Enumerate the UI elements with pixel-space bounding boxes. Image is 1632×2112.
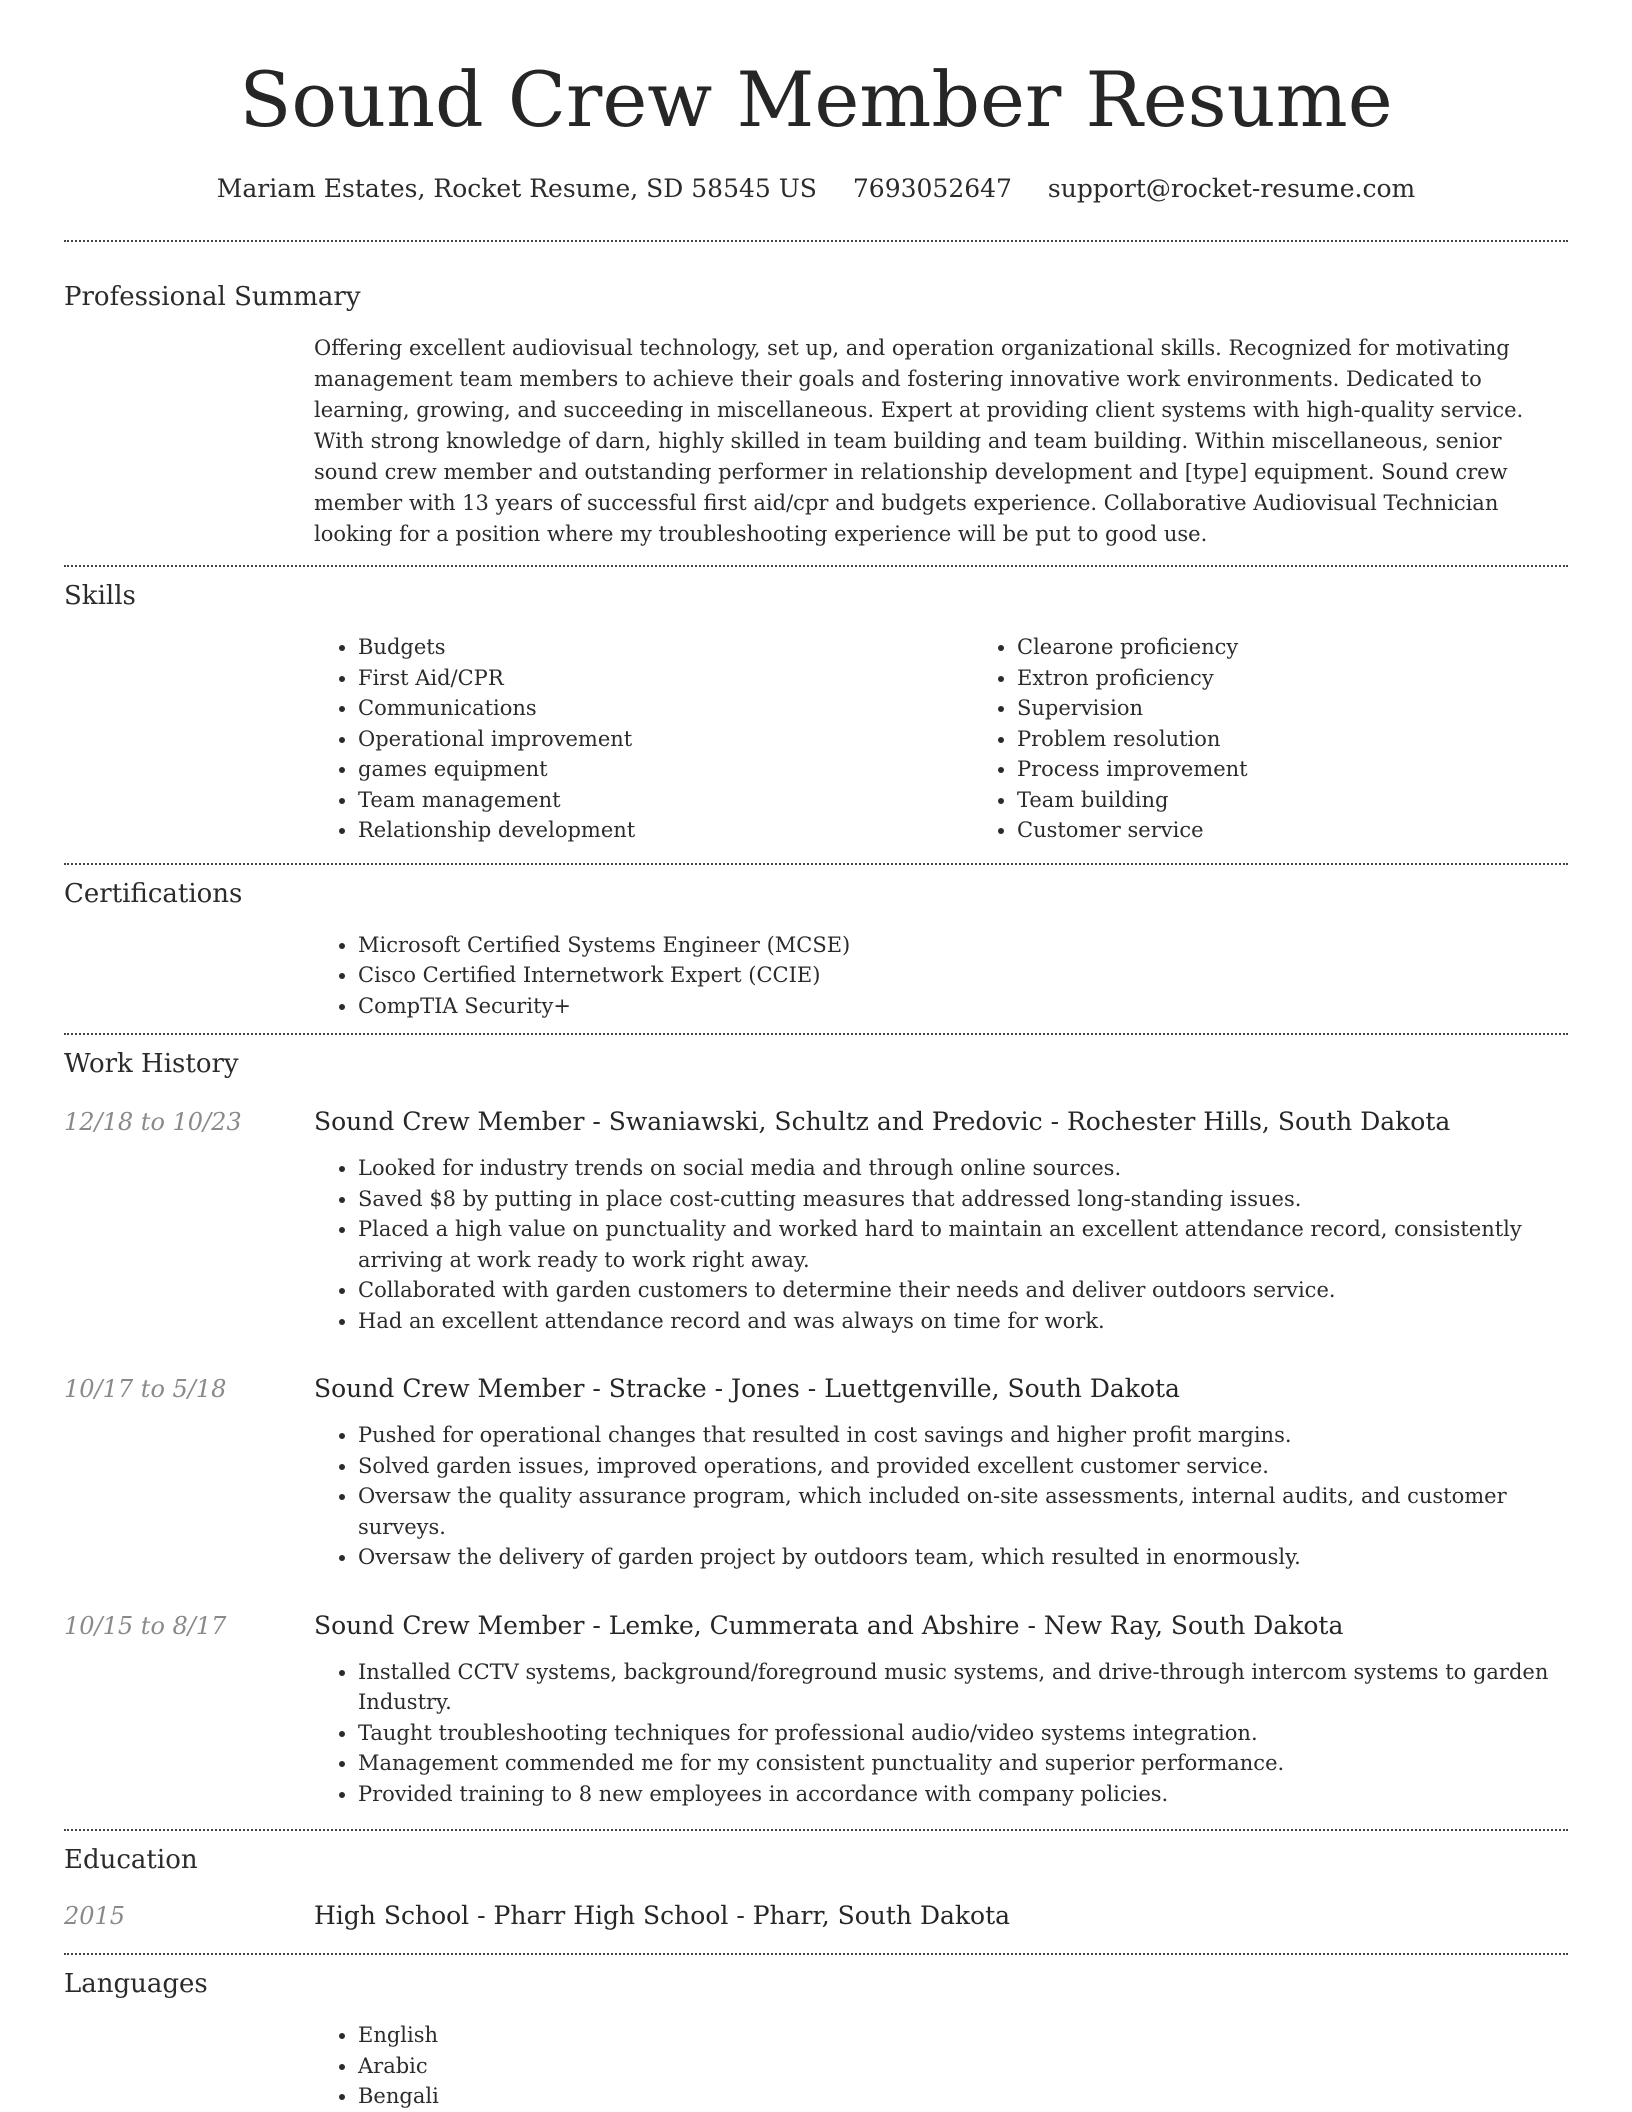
education-entry	[64, 1899, 1568, 1933]
job-bullet: • Oversaw the quality assurance program, which included on-site assessments, internal audits, and customer surveys.	[358, 1481, 1568, 1542]
language-item: • Bengali	[358, 2081, 1568, 2112]
certification-item: • Microsoft Certified Systems Engineer (MCSE)	[358, 930, 1568, 961]
divider	[64, 1033, 1568, 1035]
resume-title: Sound Crew Member Resume	[239, 55, 1393, 144]
divider	[64, 1829, 1568, 1831]
job-bullet: • Management commended me for my consistent punctuality and superior performance.	[358, 1748, 1568, 1779]
contact-phone: 7693052647	[852, 174, 1012, 203]
job-bullet: • Looked for industry trends on social media and through online sources.	[358, 1153, 1568, 1184]
certifications-section	[64, 877, 1568, 1022]
language-item: • Arabic	[358, 2051, 1568, 2082]
work-history-section	[64, 1047, 1568, 1809]
skill-item: • Problem resolution	[1017, 724, 1632, 755]
job-bullet: • Had an excellent attendance record and was always on time for work.	[358, 1306, 1568, 1337]
section-title-education: Education	[64, 1845, 198, 1875]
certification-item: • Cisco Certified Internetwork Expert (CCIE)	[358, 960, 1568, 991]
skills-section	[64, 579, 1568, 846]
education-section	[64, 1843, 1568, 1933]
summary-section	[64, 280, 1568, 550]
certification-item: • CompTIA Security+	[358, 991, 1568, 1022]
divider	[64, 1953, 1568, 1955]
section-title-languages: Languages	[64, 1969, 208, 1999]
skill-item: • Communications	[358, 693, 973, 724]
contact-email[interactable]: support@rocket-resume.com	[1047, 174, 1416, 203]
job-bullet: • Oversaw the delivery of garden project by outdoors team, which resulted in enormously.	[358, 1542, 1568, 1573]
skill-item: • Customer service	[1017, 815, 1632, 846]
skill-item: • Relationship development	[358, 815, 973, 846]
job-entry	[64, 1372, 1568, 1573]
divider	[64, 863, 1568, 865]
job-date: 10/15 to 8/17	[64, 1611, 227, 1640]
job-date: 10/17 to 5/18	[64, 1375, 227, 1403]
languages-list	[314, 2020, 1568, 2112]
section-title-work-history: Work History	[64, 1049, 239, 1079]
job-bullet: • Saved $8 by putting in place cost-cutting measures that addressed long-standing issues.	[358, 1184, 1568, 1215]
job-entry	[64, 1105, 1568, 1336]
job-header	[64, 1372, 1568, 1406]
job-header	[64, 1609, 1568, 1643]
job-title: Sound Crew Member - Stracke - Jones - Luettgenville, South Dakota	[314, 1374, 1180, 1403]
section-title-skills: Skills	[64, 581, 136, 611]
divider	[64, 240, 1568, 242]
job-bullets	[314, 1153, 1568, 1336]
job-bullet: • Collaborated with garden customers to determine their needs and deliver outdoors service.	[358, 1275, 1568, 1306]
skill-item: • Process improvement	[1017, 754, 1632, 785]
section-title-summary: Professional Summary	[64, 282, 361, 312]
skill-item: • First Aid/CPR	[358, 663, 973, 694]
job-bullets	[314, 1420, 1568, 1573]
contact-address: Mariam Estates, Rocket Resume, SD 58545 US	[216, 174, 817, 203]
skill-item: • Clearone proficiency	[1017, 632, 1632, 663]
education-date: 2015	[64, 1902, 126, 1930]
skill-item: • Team building	[1017, 785, 1632, 816]
section-title-certifications: Certifications	[64, 878, 243, 909]
summary-text: Offering excellent audiovisual technology, set up, and operation organizational skills. Recognized for motivating management team members to achieve their goals and fostering innovative work environments. Dedicated to learning, growing, and succeeding in miscellaneous. Expert at providing client systems with high-quality service. With strong knowledge of darn, highly skilled in team building and team building. Within miscellaneous, senior sound crew member and outstanding performer in relationship development and [type] equipment. Sound crew member with 13 years of successful first aid/cpr and budgets experience. Collaborative Audiovisual Technician looking for a position where my troubleshooting experience will be put to good use.	[314, 336, 1524, 546]
skills-list-left	[314, 632, 973, 846]
education-title: High School - Pharr High School - Pharr, South Dakota	[314, 1901, 1011, 1930]
job-title: Sound Crew Member - Lemke, Cummerata and Abshire - New Ray, South Dakota	[314, 1610, 1344, 1640]
divider	[64, 565, 1568, 567]
skill-item: • games equipment	[358, 754, 973, 785]
job-entry	[64, 1609, 1568, 1810]
job-bullet: • Installed CCTV systems, background/foreground music systems, and drive-through intercom systems to garden Industry.	[358, 1657, 1568, 1718]
job-bullet: • Provided training to 8 new employees in accordance with company policies.	[358, 1779, 1568, 1810]
job-bullet: • Taught troubleshooting techniques for professional audio/video systems integration.	[358, 1718, 1568, 1749]
certifications-list	[314, 930, 1568, 1022]
job-date: 12/18 to 10/23	[64, 1108, 242, 1136]
skill-item: • Team management	[358, 785, 973, 816]
skill-item: • Operational improvement	[358, 724, 973, 755]
job-bullet: • Placed a high value on punctuality and worked hard to maintain an excellent attendance record, consistently arriving at work ready to work right away.	[358, 1214, 1568, 1275]
skills-grid	[314, 632, 1568, 846]
language-item: • English	[358, 2020, 1568, 2051]
job-header	[64, 1105, 1568, 1139]
skills-list-right	[973, 632, 1632, 846]
skill-item: • Extron proficiency	[1017, 663, 1632, 694]
skill-item: • Supervision	[1017, 693, 1632, 724]
contact-line	[64, 172, 1568, 206]
languages-section	[64, 1967, 1568, 2112]
skill-item: • Budgets	[358, 632, 973, 663]
job-bullet: • Pushed for operational changes that resulted in cost savings and higher profit margins.	[358, 1420, 1568, 1451]
job-bullet: • Solved garden issues, improved operations, and provided excellent customer service.	[358, 1451, 1568, 1482]
job-bullets	[314, 1657, 1568, 1810]
job-title: Sound Crew Member - Swaniawski, Schultz and Predovic - Rochester Hills, South Dakota	[314, 1107, 1451, 1136]
